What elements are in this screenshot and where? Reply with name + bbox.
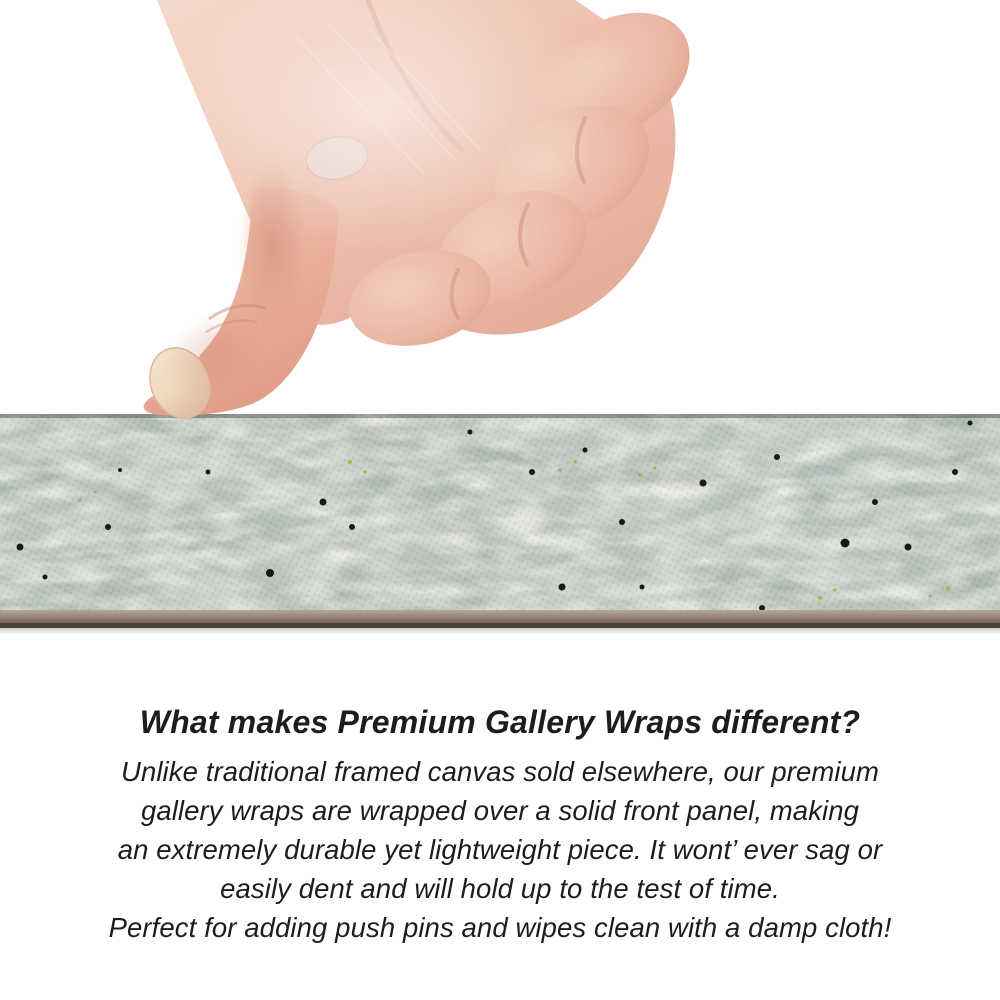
copy-line-4: easily dent and will hold up to the test of time.	[220, 873, 780, 904]
canvas-strip-photo	[0, 414, 1000, 634]
canvas-weave-texture	[0, 414, 1000, 612]
thumb-base-shadow	[238, 160, 306, 330]
panel-edge-dark-lip	[0, 623, 1000, 628]
canvas-top-edge-line	[0, 414, 1000, 418]
copy-line-5: Perfect for adding push pins and wipes clean with a damp cloth!	[108, 912, 892, 943]
panel-side-edge	[0, 610, 1000, 625]
copy-line-3: an extremely durable yet lightweight piece. It wont’ ever sag or	[117, 834, 883, 865]
marketing-copy-block	[0, 700, 1000, 947]
copy-line-2: gallery wraps are wrapped over a solid front panel, making	[140, 795, 860, 826]
copy-line-1: Unlike traditional framed canvas sold elsewhere, our premium	[120, 756, 879, 787]
hand-photo	[140, 0, 712, 427]
panel-edge-shadow	[0, 628, 1000, 634]
headline: What makes Premium Gallery Wraps different?	[139, 704, 861, 740]
